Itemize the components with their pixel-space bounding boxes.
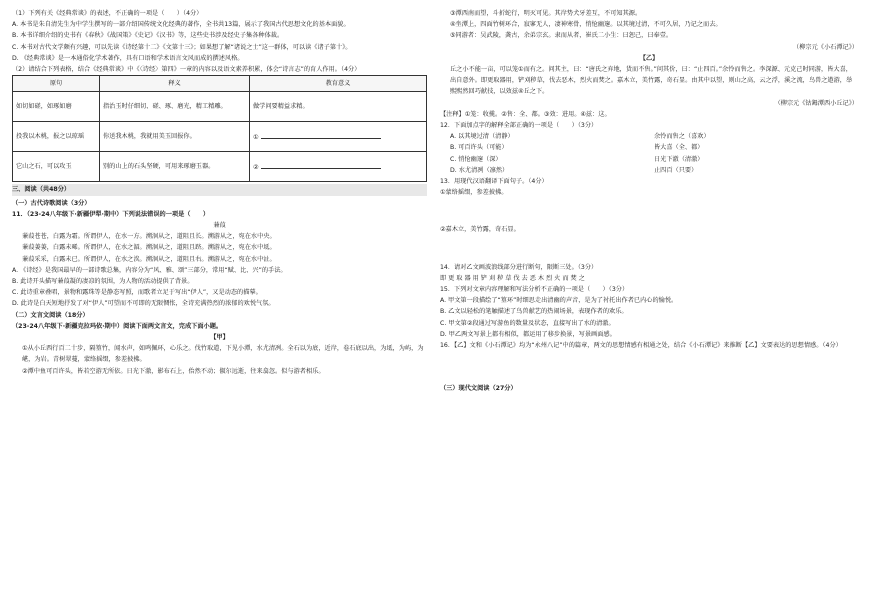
poem-stanza: 蒹葭苍苍，白露为霜。所谓伊人，在水一方。溯洄从之，道阻且长。溯游从之，宛在水中央。 — [22, 233, 276, 241]
answer-cell[interactable] — [250, 122, 427, 152]
question-12: 12．下面加点字的解释全部正确的一项是（ ）（3分） — [440, 122, 598, 130]
question-1-intro: （1）下列有关《经典常谈》的表述，不正确的一项是（ ）（4分） — [12, 10, 203, 17]
table-header-row — [13, 76, 427, 92]
table-header: 教育意义 — [250, 76, 427, 92]
table-row — [13, 152, 427, 182]
table-cell: 指治玉时仔细切、磋、琢、磨光，精工精雕。 — [100, 92, 250, 122]
table-cell: 它山之石，可以攻玉 — [13, 152, 100, 182]
table-cell: 投我以木桃，报之以琼瑶 — [13, 122, 100, 152]
option-b: B. 此诗开头描写蒹葭凝的凄凉的氛围，为人物的活动提供了背景。 — [12, 278, 194, 286]
answer-space[interactable] — [440, 367, 858, 383]
option-item: 日光下澈（清澈） — [654, 155, 704, 163]
question-14: 14．请对乙文画波浪线部分进行断句，限断三处。（3分） — [440, 263, 598, 271]
option-item: 止四百（只要） — [654, 166, 698, 174]
option-d: D. 《经典常谈》是一本通俗化学术著作，具有口语和学术语言文风而成的撰述风格。 — [12, 54, 244, 62]
table-cell: 如切如磋，如琢如磨 — [13, 92, 100, 122]
poem-stanza: 蒹葭萋萋，白露未晞。所谓伊人，在水之湄。溯洄从之，道阻且跻。溯游从之，宛在水中坻。 — [22, 244, 276, 252]
source-citation: （柳宗元《小石潭记》） — [793, 43, 858, 51]
question-11: 11．（23-24八年级下·新疆伊犁·期中）下列说法错误的一项是（ ） — [12, 210, 210, 218]
question-2: （2）请结合下列表格，结合《经典常谈》中《〈诗经〉第四》一章的内容以及语文素养积累，体会“诗言志”的育人作用。（4分） — [12, 66, 361, 74]
left-column — [12, 8, 427, 377]
option-item: 皆大喜（全、都） — [654, 144, 704, 152]
question-13: 13．用现代汉语翻译下面句子。（4分） — [440, 178, 548, 186]
option-b: B. 本书详细介绍的史书有《春秋》《战国策》《史记》《汉书》等，这些史书涉及经史子集各种体裁。 — [12, 32, 284, 40]
passage-paragraph: ②潭中鱼可百许头，皆若空游无所依。日光下澈，影布石上，佁然不动；俶尔远逝，往来翕忽。似与游者相乐。 — [22, 367, 325, 375]
answer-space[interactable] — [440, 236, 858, 252]
subsection-heading: （二）文言文阅读（18分） — [12, 311, 89, 319]
punctuation-text[interactable]: 即 更 取 器 用 铲 刈 秽 草 伐 去 恶 木 烈 火 而 焚 之 — [440, 274, 585, 282]
question-12-options — [440, 131, 858, 176]
table-cell: 你送我木桃，我就用美玉回报你。 — [100, 122, 250, 152]
passage-paragraph: ①从小丘西行百二十步，隔篁竹，闻水声，如鸣佩环，心乐之。伐竹取道，下见小潭，水尤清冽。全石以为底，近岸，卷石底以出，为坻，为屿，为嵁，为岩。青树翠蔓，蒙络摇缀，参差披拂。 — [22, 345, 424, 364]
option-item: 余怜而售之（喜欢） — [654, 133, 710, 141]
option-c: C. 此诗重章叠唱，景物和露珠等是静态写照，而歌者立足于写出“伊人”，又是动态的描摹。 — [12, 289, 262, 297]
table-cell: 别的山上的石头坚硬，可用来琢磨玉器。 — [100, 152, 250, 182]
table-header: 原句 — [13, 76, 100, 92]
subsection-heading: （一）古代诗歌阅读（3分） — [12, 199, 91, 207]
option-a: A. 本书是朱自清先生为中学生撰写的一部介绍国传统文化经典的著作，全书共13篇，展示了我国古代思想文化的基本面貌。 — [12, 21, 350, 29]
option-item: A. 以其境过清（清静） — [450, 133, 514, 141]
answer-space[interactable] — [440, 214, 858, 224]
answer-cell[interactable] — [250, 152, 427, 182]
passage-paragraph: ③潭西南而望，斗折蛇行，明灭可见。其岸势犬牙差互，不可知其源。 — [450, 10, 642, 17]
answer-space[interactable] — [440, 198, 858, 214]
section-heading: 三、阅读（共48分） — [12, 184, 427, 195]
passage-paragraph: ⑤同游者：吴武陵，龚古，余弟宗玄。隶而从者，崔氏二小生：曰恕己，曰奉壹。 — [450, 32, 673, 40]
passage-label-yi: 【乙】 — [639, 54, 659, 62]
option-d: D. 甲乙两文写景上都有相似，都运用了移步换景，写景画面感。 — [440, 330, 616, 338]
option-d: D. 此诗是白天短地抒发了对“伊人”可望而不可即的无限惆怅，全诗充满热烈的浓郁的欢悦气氛。 — [12, 300, 275, 308]
poem-title: 蒹葭 — [213, 222, 226, 230]
translation-item: ①蒙络摇缀，参差披拂。 — [440, 189, 508, 197]
source-citation: （柳宗元《钴鉧潭西小丘记》） — [774, 99, 858, 107]
table-row — [13, 122, 427, 152]
right-column — [440, 8, 858, 394]
blank-label: ① — [253, 133, 259, 141]
answer-blank[interactable] — [261, 161, 381, 169]
subsection-instruction: （23-24八年级下·新疆克拉玛依·期中）阅读下面两文言文，完成下面小题。 — [12, 322, 223, 330]
option-item: C. 悄怆幽邃（深） — [450, 155, 502, 163]
passage-paragraph: 丘之小不能一亩，可以笼①而有之。问其主，曰：“唐氏之弃地，货而不售。”问其价，曰：“止四百。”余怜而售之。李深源、元克己时同游，皆大喜，出自意外。即更取器用，铲刈秽草，伐去恶木，烈火而焚之。嘉木立，美竹露，奇石显。由其中以望，则山之高，云之浮，溪之流，鸟兽之遨游，举熙熙然回巧献技，以效兹④丘之下。 — [450, 66, 853, 96]
passage-label-jia: 【甲】 — [210, 334, 229, 342]
table-header: 释义 — [100, 76, 250, 92]
option-item: D. 水尤清冽（凛然） — [450, 166, 509, 174]
option-c: C. 甲文第②段通过写游鱼的数量及状态，直接写出了水的清澈。 — [440, 319, 615, 327]
translation-item: ②嘉木立，美竹露，奇石显。 — [440, 226, 520, 234]
blank-label: ② — [253, 163, 259, 171]
table-row — [13, 92, 427, 122]
option-a: A. 《诗经》是我国最早的一部诗歌总集，内容分为“风、雅、颂”三部分，常用“赋、比、兴”的手法。 — [12, 266, 287, 274]
option-c: C. 本书对古代文学颇有兴趣，可以先读《诗经第十二》《文第十三》；如果想了解“诸说之士”这一群体，可以读《诸子第十》。 — [12, 43, 352, 51]
annotation: 【注释】①笼：收揽。②售：全、都。③效：进用。④兹：这。 — [440, 110, 611, 118]
poetry-table — [12, 75, 427, 182]
question-16: 16．【乙】文和《小石潭记》均为“永州八记”中的篇章，两文的思想情感有相通之处，结合《小石潭记》来推断【乙】文要表达的思想情感。（4分） — [440, 342, 842, 350]
passage-paragraph: ④坐潭上，四面竹树环合，寂寥无人，凄神寒骨，悄怆幽邃。以其境过清，不可久居，乃记之而去。 — [450, 21, 722, 29]
answer-space[interactable] — [440, 252, 858, 262]
poem-stanza: 蒹葭采采，白露未已。所谓伊人，在水之涘。溯洄从之，道阻且右。溯游从之，宛在水中沚。 — [22, 255, 276, 263]
table-cell: 做学问要精益求精。 — [250, 92, 427, 122]
option-a: A. 甲文第一段描绘了“篁环”时细思走出清幽的声音，是为了衬托出作者已内心的愉悦。 — [440, 297, 678, 305]
answer-blank[interactable] — [261, 131, 381, 139]
option-b: B. 乙文以轻松的笔触描述了鸟兽献艺的热闹场景，表现作者的欢乐。 — [440, 308, 628, 316]
answer-space[interactable] — [440, 351, 858, 367]
question-15: 15．下列对文章内容理解和写法分析不正确的一项是（ ）（3分） — [440, 286, 629, 294]
option-item: B. 可百许头（可能） — [450, 144, 508, 152]
subsection-heading: （三）现代文阅读（27分） — [440, 385, 517, 393]
